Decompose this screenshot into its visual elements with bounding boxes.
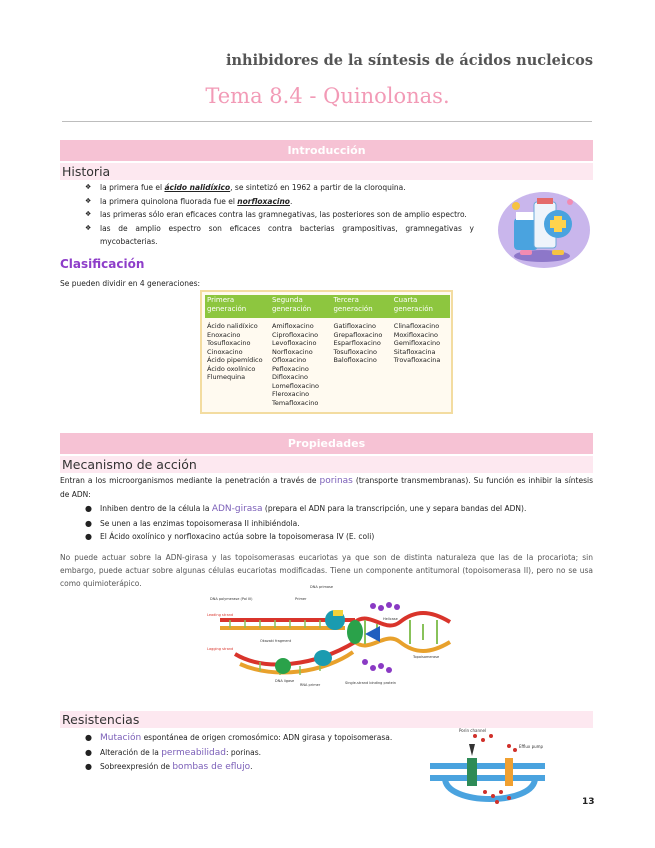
list-item: ❖ las de amplio espectro son eficaces contra bacterias grampositivas, gramnegativas y mycobacterias. [85,223,474,246]
diagram-label: Single-strand binding protein [345,681,396,685]
diagram-label: Leading strand [207,613,234,617]
diagram-label: DNA polymerase (Pol III) [210,597,253,601]
column-header: Segunda generación [270,295,331,318]
drug-name: Enoxacino [207,330,241,339]
drug-name: Fleroxacino [271,390,310,398]
drug-name: Cinoxacino [207,347,243,356]
drug-name: Amifloxacino [271,322,314,330]
generation-3-cell [331,318,391,407]
diagram-label: RNA primer [300,683,321,687]
subsection-mecanismo: Mecanismo de acción [60,456,593,473]
column-header: Tercera generación [331,295,391,318]
drug-name: Moxifloxacino [393,330,438,339]
bullet-icon: ● [85,518,92,528]
resistencias-list [82,731,422,775]
diagram-label: Efflux pump [519,744,544,749]
diagram-label: Primer [295,597,307,601]
medicine-illustration [496,184,592,270]
list-item: ❖ la primera quinolona fluorada fue el norfloxacino. [82,195,474,209]
chapter-header: inhibidores de la síntesis de ácidos nucleicos [225,52,593,69]
section-intro: Introducción [60,140,593,161]
drug-name: Tosufloxacino [333,347,377,356]
column-header: Primera generación [205,295,270,318]
clasificacion-intro: Se pueden dividir en 4 generaciones: [60,279,201,288]
clasificacion-heading: Clasificación [60,257,145,271]
drug-name: Levofloxacino [271,339,317,347]
list-item: ● Se unen a las enzimas topoisomerasa II inhibiéndola. [82,517,593,531]
generations-table-frame [200,290,453,414]
page-number: 13 [582,797,595,807]
section-propiedades: Propiedades [60,433,593,454]
generations-table [205,295,450,407]
diamond-bullet-icon: ❖ [85,223,92,232]
mecanismo-intro: Entran a los microorganismos mediante la penetración a través de porinas (transporte transmembranas). Su función es inhibir la síntesis de ADN: [60,476,593,499]
drug-name: Ácido pipemídico [207,356,263,364]
drug-name: Esparfloxacino [333,339,381,347]
diagram-label: Helicase [383,617,398,621]
list-item: ● Mutación espontánea de origen cromosómico: ADN girasa y topoisomerasa. [85,733,393,743]
list-item: ● Alteración de la permeabilidad: porinas. [85,747,262,758]
drug-name: Gemifloxacino [393,339,441,347]
drug-name: Trovafloxacina [393,356,441,364]
drug-name: Balofloxacino [333,356,377,364]
dna-replication-diagram [205,580,455,696]
diamond-bullet-icon: ❖ [85,210,92,218]
drug-name: Ácido nalidíxico [207,322,258,330]
drug-name: Ácido oxolínico [207,364,256,373]
drug-name: Gatifloxacino [333,322,377,330]
drug-name: Sitafloxacina [393,347,436,356]
title-divider [62,121,592,122]
mecanismo-list [82,502,593,544]
drug-name: Grepafloxacino [333,330,383,339]
bullet-icon: ● [85,762,92,771]
diagram-label: Okazaki fragment [260,639,292,643]
generation-1-cell [205,318,270,407]
diamond-bullet-icon: ❖ [85,183,92,191]
page-title: Tema 8.4 - Quinolonas. [205,84,450,108]
subsection-historia: Historia [60,163,593,180]
diagram-label: Lagging strand [207,647,234,651]
drug-name: Norfloxacino [271,347,313,356]
drug-name: Lomefloxacino [271,381,319,390]
drug-name: Temafloxacino [271,398,319,407]
drug-name: Difloxacino [271,373,308,381]
bullet-icon: ● [85,747,92,757]
diagram-label: DNA ligase [275,679,295,683]
drug-name: Flumequina [207,373,246,381]
list-item: ❖ las primeras sólo eran eficaces contra las gramnegativas, las posteriores son de amplio espectro. [82,208,474,222]
bullet-icon: ● [85,532,92,541]
drug-name: Clinafloxacino [393,322,440,330]
subsection-resistencias: Resistencias [60,711,593,728]
list-item: ● Sobreexpresión de bombas de eflujo. [85,762,253,772]
list-item: ● Inhiben dentro de la célula la ADN-girasa (prepara el ADN para la transcripción, une y separa bandas del ADN). [85,504,527,514]
bullet-icon: ● [85,733,92,742]
diamond-bullet-icon: ❖ [85,196,92,205]
diagram-label: DNA primase [310,585,333,589]
column-header: Cuarta generación [392,295,450,318]
generation-2-cell [270,318,331,407]
diagram-label: Porin channel [459,728,487,733]
drug-name: Pefloxacino [271,364,309,373]
list-item: ● El Ácido oxolínico y norfloxacino actúa sobre la topoisomerasa IV (E. coli) [82,530,593,544]
historia-list [82,181,474,249]
list-item: ❖ la primera fue el ácido nalidíxico, se sintetizó en 1962 a partir de la cloroquina. [82,181,474,195]
generation-4-cell [392,318,450,407]
mecanismo-note: No puede actuar sobre la ADN-girasa y las topoisomerasas eucariotas ya que son de distinta naturaleza que las de la procariota; sin embargo, puede actuar sobre algunas células eucariotas modificadas. Tiene un componente antitumoral (topoisomerasa II), pero no se usa como quimioterápico. [60,553,593,588]
drug-name: Tosufloxacino [207,339,251,347]
drug-name: Ofloxacino [271,356,307,364]
drug-name: Ciprofloxacino [271,330,319,339]
diagram-label: Topoisomerase [413,655,440,659]
bullet-icon: ● [85,504,92,513]
efflux-pump-diagram [425,726,550,818]
